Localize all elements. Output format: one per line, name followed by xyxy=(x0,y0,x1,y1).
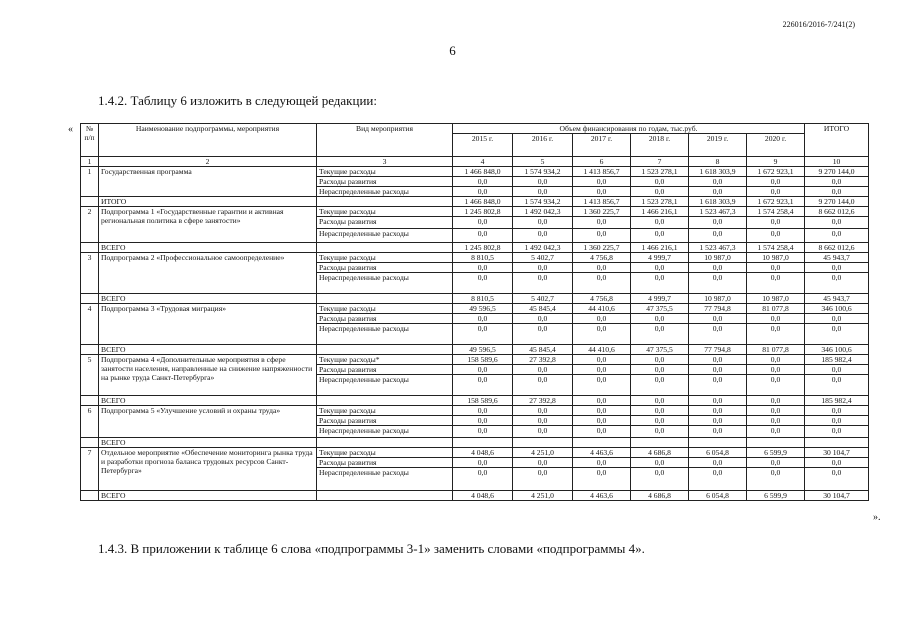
total-amount: 49 596,5 xyxy=(453,345,513,355)
total-spacer xyxy=(317,396,453,406)
amount-cell: 0,0 xyxy=(689,468,747,491)
total-label: ИТОГО xyxy=(99,197,317,207)
expense-kind: Нераспределенные расходы xyxy=(317,273,453,294)
amount-cell: 0,0 xyxy=(747,263,805,273)
amount-cell: 0,0 xyxy=(747,458,805,468)
amount-cell: 0,0 xyxy=(805,426,869,438)
amount-cell: 81 077,8 xyxy=(747,304,805,314)
amount-cell: 346 100,6 xyxy=(805,304,869,314)
column-number-row xyxy=(81,157,869,167)
total-spacer xyxy=(81,197,99,207)
amount-cell: 0,0 xyxy=(631,468,689,491)
total-amount: 185 982,4 xyxy=(805,396,869,406)
amount-cell: 10 987,0 xyxy=(689,253,747,263)
amount-cell: 4 251,0 xyxy=(513,448,573,458)
amount-cell: 0,0 xyxy=(453,416,513,426)
expense-kind: Расходы развития xyxy=(317,458,453,468)
header-year: 2018 г. xyxy=(631,134,689,157)
total-amount: 5 402,7 xyxy=(513,294,573,304)
amount-cell: 8 662 012,6 xyxy=(805,207,869,217)
funding-table xyxy=(80,123,869,501)
amount-cell: 27 392,8 xyxy=(513,355,573,365)
header-funding: Объем финансирования по годам, тыс.руб. xyxy=(453,124,805,134)
total-amount xyxy=(631,438,689,448)
column-number: 8 xyxy=(689,157,747,167)
amount-cell: 0,0 xyxy=(513,229,573,243)
amount-cell: 1 672 923,1 xyxy=(747,167,805,177)
expense-kind: Расходы развития xyxy=(317,263,453,273)
amount-cell: 0,0 xyxy=(453,458,513,468)
table-row xyxy=(81,448,869,458)
amount-cell: 0,0 xyxy=(689,365,747,375)
amount-cell: 0,0 xyxy=(747,324,805,345)
amount-cell: 0,0 xyxy=(573,365,631,375)
program-name: Подпрограмма 3 «Трудовая миграция» xyxy=(99,304,317,345)
column-number: 9 xyxy=(747,157,805,167)
amount-cell: 1 492 042,3 xyxy=(513,207,573,217)
amount-cell: 0,0 xyxy=(573,355,631,365)
amount-cell: 1 245 802,8 xyxy=(453,207,513,217)
header-year: 2020 г. xyxy=(747,134,805,157)
header-total: ИТОГО xyxy=(805,124,869,157)
amount-cell: 0,0 xyxy=(513,324,573,345)
amount-cell: 0,0 xyxy=(747,365,805,375)
total-amount xyxy=(747,438,805,448)
amount-cell: 47 375,5 xyxy=(631,304,689,314)
total-amount: 45 943,7 xyxy=(805,294,869,304)
total-amount: 0,0 xyxy=(631,396,689,406)
amount-cell: 0,0 xyxy=(573,468,631,491)
total-amount: 1 413 856,7 xyxy=(573,197,631,207)
expense-kind: Текущие расходы* xyxy=(317,355,453,365)
total-amount: 1 360 225,7 xyxy=(573,243,631,253)
amount-cell: 45 845,4 xyxy=(513,304,573,314)
table-row xyxy=(81,253,869,263)
amount-cell: 0,0 xyxy=(747,314,805,324)
amount-cell: 0,0 xyxy=(689,324,747,345)
page-number: 6 xyxy=(449,43,456,58)
amount-cell: 10 987,0 xyxy=(747,253,805,263)
total-amount: 1 466 216,1 xyxy=(631,243,689,253)
amount-cell: 0,0 xyxy=(689,314,747,324)
amount-cell: 0,0 xyxy=(573,217,631,229)
amount-cell: 0,0 xyxy=(747,426,805,438)
header-year: 2016 г. xyxy=(513,134,573,157)
total-amount xyxy=(689,438,747,448)
amount-cell: 0,0 xyxy=(573,314,631,324)
amount-cell: 0,0 xyxy=(689,273,747,294)
total-amount: 10 987,0 xyxy=(689,294,747,304)
table-row xyxy=(81,304,869,314)
total-amount: 4 999,7 xyxy=(631,294,689,304)
amount-cell: 9 270 144,0 xyxy=(805,167,869,177)
amount-cell: 0,0 xyxy=(453,426,513,438)
total-amount: 1 523 278,1 xyxy=(631,197,689,207)
amount-cell: 0,0 xyxy=(453,187,513,197)
amount-cell: 0,0 xyxy=(631,217,689,229)
amount-cell: 45 943,7 xyxy=(805,253,869,263)
total-amount: 6 054,8 xyxy=(689,491,747,501)
total-amount: 0,0 xyxy=(573,396,631,406)
amount-cell: 1 523 467,3 xyxy=(689,207,747,217)
amount-cell: 1 618 303,9 xyxy=(689,167,747,177)
total-spacer xyxy=(81,345,99,355)
total-amount xyxy=(573,438,631,448)
column-number: 10 xyxy=(805,157,869,167)
amount-cell: 0,0 xyxy=(805,468,869,491)
amount-cell: 5 402,7 xyxy=(513,253,573,263)
column-number: 7 xyxy=(631,157,689,167)
amount-cell: 0,0 xyxy=(453,177,513,187)
row-number: 7 xyxy=(81,448,99,491)
total-amount xyxy=(513,438,573,448)
expense-kind: Нераспределенные расходы xyxy=(317,375,453,396)
expense-kind: Нераспределенные расходы xyxy=(317,324,453,345)
amount-cell: 0,0 xyxy=(513,365,573,375)
total-amount: 1 523 467,3 xyxy=(689,243,747,253)
expense-kind: Нераспределенные расходы xyxy=(317,426,453,438)
amount-cell: 0,0 xyxy=(631,458,689,468)
total-amount: 0,0 xyxy=(747,396,805,406)
amount-cell: 0,0 xyxy=(513,314,573,324)
total-row xyxy=(81,396,869,406)
amount-cell: 0,0 xyxy=(689,263,747,273)
amount-cell: 0,0 xyxy=(631,273,689,294)
column-number: 4 xyxy=(453,157,513,167)
amount-cell: 0,0 xyxy=(513,263,573,273)
total-row xyxy=(81,438,869,448)
total-amount: 1 466 848,0 xyxy=(453,197,513,207)
expense-kind: Текущие расходы xyxy=(317,406,453,416)
amount-cell: 1 360 225,7 xyxy=(573,207,631,217)
total-amount: 8 662 012,6 xyxy=(805,243,869,253)
row-number: 1 xyxy=(81,167,99,197)
amount-cell: 0,0 xyxy=(573,324,631,345)
closing-paragraph: 1.4.3. В приложении к таблице 6 слова «подпрограммы 3-1» заменить словами «подпрограммы 4». xyxy=(98,541,645,556)
amount-cell: 1 574 258,4 xyxy=(747,207,805,217)
amount-cell: 0,0 xyxy=(631,263,689,273)
total-amount: 30 104,7 xyxy=(805,491,869,501)
amount-cell: 0,0 xyxy=(573,375,631,396)
program-name: Подпрограмма 4 «Дополнительные мероприятия в сфере занятости населения, направленные на снижение напряженности на рынке труда Санкт-Петербурга» xyxy=(99,355,317,396)
amount-cell: 0,0 xyxy=(689,355,747,365)
header-year: 2019 г. xyxy=(689,134,747,157)
amount-cell: 0,0 xyxy=(689,416,747,426)
intro-paragraph: 1.4.2. Таблицу 6 изложить в следующей редакции: xyxy=(98,93,377,108)
row-number: 6 xyxy=(81,406,99,438)
amount-cell: 4 048,6 xyxy=(453,448,513,458)
total-row xyxy=(81,345,869,355)
total-amount: 45 845,4 xyxy=(513,345,573,355)
total-spacer xyxy=(81,491,99,501)
expense-kind: Текущие расходы xyxy=(317,167,453,177)
total-amount: 346 100,6 xyxy=(805,345,869,355)
row-number: 2 xyxy=(81,207,99,243)
total-amount: 81 077,8 xyxy=(747,345,805,355)
table-row xyxy=(81,207,869,217)
column-number: 5 xyxy=(513,157,573,167)
total-label: ВСЕГО xyxy=(99,294,317,304)
amount-cell: 0,0 xyxy=(747,187,805,197)
expense-kind: Расходы развития xyxy=(317,314,453,324)
amount-cell: 0,0 xyxy=(689,177,747,187)
amount-cell: 0,0 xyxy=(573,458,631,468)
amount-cell: 0,0 xyxy=(805,324,869,345)
amount-cell: 49 596,5 xyxy=(453,304,513,314)
amount-cell: 4 756,8 xyxy=(573,253,631,263)
total-amount xyxy=(453,438,513,448)
amount-cell: 0,0 xyxy=(747,273,805,294)
expense-kind: Нераспределенные расходы xyxy=(317,468,453,491)
closing-quote: ». xyxy=(873,512,881,523)
amount-cell: 0,0 xyxy=(573,229,631,243)
total-label: ВСЕГО xyxy=(99,345,317,355)
total-amount: 9 270 144,0 xyxy=(805,197,869,207)
amount-cell: 158 589,6 xyxy=(453,355,513,365)
row-number: 3 xyxy=(81,253,99,294)
amount-cell: 0,0 xyxy=(805,416,869,426)
expense-kind: Расходы развития xyxy=(317,365,453,375)
header-kind: Вид мероприятия xyxy=(317,124,453,157)
amount-cell: 0,0 xyxy=(453,365,513,375)
total-amount: 1 574 934,2 xyxy=(513,197,573,207)
amount-cell: 0,0 xyxy=(513,187,573,197)
expense-kind: Текущие расходы xyxy=(317,207,453,217)
header-num: № п/п xyxy=(81,124,99,157)
amount-cell: 0,0 xyxy=(805,406,869,416)
amount-cell: 0,0 xyxy=(747,177,805,187)
amount-cell: 8 810,5 xyxy=(453,253,513,263)
total-amount: 1 574 258,4 xyxy=(747,243,805,253)
amount-cell: 0,0 xyxy=(805,263,869,273)
table-row xyxy=(81,167,869,177)
total-spacer xyxy=(81,438,99,448)
expense-kind: Расходы развития xyxy=(317,177,453,187)
amount-cell: 0,0 xyxy=(805,187,869,197)
amount-cell: 0,0 xyxy=(805,273,869,294)
header-name: Наименование подпрограммы, мероприятия xyxy=(99,124,317,157)
amount-cell: 0,0 xyxy=(689,406,747,416)
total-row xyxy=(81,243,869,253)
amount-cell: 0,0 xyxy=(573,263,631,273)
total-amount: 1 245 802,8 xyxy=(453,243,513,253)
expense-kind: Расходы развития xyxy=(317,416,453,426)
total-amount: 4 756,8 xyxy=(573,294,631,304)
amount-cell: 0,0 xyxy=(453,263,513,273)
amount-cell: 0,0 xyxy=(453,229,513,243)
amount-cell: 0,0 xyxy=(631,177,689,187)
column-number: 3 xyxy=(317,157,453,167)
amount-cell: 0,0 xyxy=(513,273,573,294)
amount-cell: 0,0 xyxy=(573,416,631,426)
column-number: 6 xyxy=(573,157,631,167)
total-amount xyxy=(805,438,869,448)
amount-cell: 0,0 xyxy=(689,458,747,468)
expense-kind: Текущие расходы xyxy=(317,448,453,458)
program-name: Подпрограмма 5 «Улучшение условий и охраны труда» xyxy=(99,406,317,438)
program-name: Подпрограмма 1 «Государственные гарантии и активная региональная политика в сфере занятости» xyxy=(99,207,317,243)
total-amount: 10 987,0 xyxy=(747,294,805,304)
amount-cell: 0,0 xyxy=(631,416,689,426)
amount-cell: 0,0 xyxy=(513,177,573,187)
expense-kind: Расходы развития xyxy=(317,217,453,229)
amount-cell: 30 104,7 xyxy=(805,448,869,458)
total-label: ВСЕГО xyxy=(99,396,317,406)
document-id: 226016/2016-7/241(2) xyxy=(782,20,855,29)
amount-cell: 77 794,8 xyxy=(689,304,747,314)
amount-cell: 1 466 216,1 xyxy=(631,207,689,217)
amount-cell: 4 999,7 xyxy=(631,253,689,263)
amount-cell: 0,0 xyxy=(689,187,747,197)
expense-kind: Текущие расходы xyxy=(317,253,453,263)
total-spacer xyxy=(317,438,453,448)
amount-cell: 0,0 xyxy=(453,324,513,345)
header-row xyxy=(81,124,869,134)
program-name: Государственная программа xyxy=(99,167,317,197)
amount-cell: 0,0 xyxy=(805,365,869,375)
total-amount: 8 810,5 xyxy=(453,294,513,304)
amount-cell: 0,0 xyxy=(747,406,805,416)
amount-cell: 0,0 xyxy=(453,375,513,396)
amount-cell: 0,0 xyxy=(453,468,513,491)
amount-cell: 1 413 856,7 xyxy=(573,167,631,177)
amount-cell: 0,0 xyxy=(513,375,573,396)
amount-cell: 0,0 xyxy=(689,375,747,396)
total-amount: 1 672 923,1 xyxy=(747,197,805,207)
total-amount: 77 794,8 xyxy=(689,345,747,355)
total-label: ВСЕГО xyxy=(99,491,317,501)
total-amount: 4 463,6 xyxy=(573,491,631,501)
table-row xyxy=(81,355,869,365)
total-spacer xyxy=(81,243,99,253)
total-spacer xyxy=(81,294,99,304)
total-row xyxy=(81,294,869,304)
amount-cell: 0,0 xyxy=(513,217,573,229)
total-amount: 4 048,6 xyxy=(453,491,513,501)
amount-cell: 0,0 xyxy=(747,217,805,229)
amount-cell: 0,0 xyxy=(689,426,747,438)
column-number: 1 xyxy=(81,157,99,167)
amount-cell: 0,0 xyxy=(573,406,631,416)
header-year: 2015 г. xyxy=(453,134,513,157)
amount-cell: 0,0 xyxy=(631,229,689,243)
amount-cell: 0,0 xyxy=(805,217,869,229)
amount-cell: 0,0 xyxy=(453,217,513,229)
amount-cell: 1 574 934,2 xyxy=(513,167,573,177)
amount-cell: 0,0 xyxy=(513,416,573,426)
amount-cell: 0,0 xyxy=(631,324,689,345)
total-amount: 47 375,5 xyxy=(631,345,689,355)
amount-cell: 0,0 xyxy=(689,217,747,229)
total-amount: 158 589,6 xyxy=(453,396,513,406)
amount-cell: 0,0 xyxy=(631,426,689,438)
total-row xyxy=(81,197,869,207)
amount-cell: 0,0 xyxy=(747,229,805,243)
amount-cell: 0,0 xyxy=(573,273,631,294)
amount-cell: 0,0 xyxy=(631,314,689,324)
total-amount: 6 599,9 xyxy=(747,491,805,501)
program-name: Отдельное мероприятие «Обеспечение мониторинга рынка труда и разработки прогноза баланса трудовых ресурсов Санкт-Петербурга» xyxy=(99,448,317,491)
total-spacer xyxy=(317,491,453,501)
amount-cell: 0,0 xyxy=(805,229,869,243)
table-row xyxy=(81,406,869,416)
expense-kind: Нераспределенные расходы xyxy=(317,229,453,243)
amount-cell: 6 054,8 xyxy=(689,448,747,458)
total-amount: 1 492 042,3 xyxy=(513,243,573,253)
expense-kind: Текущие расходы xyxy=(317,304,453,314)
amount-cell: 0,0 xyxy=(805,177,869,187)
column-number: 2 xyxy=(99,157,317,167)
amount-cell: 0,0 xyxy=(747,355,805,365)
amount-cell: 0,0 xyxy=(631,406,689,416)
total-spacer xyxy=(317,243,453,253)
table-body xyxy=(81,124,869,501)
total-amount: 4 251,0 xyxy=(513,491,573,501)
amount-cell: 6 599,9 xyxy=(747,448,805,458)
amount-cell: 0,0 xyxy=(453,406,513,416)
amount-cell: 0,0 xyxy=(747,416,805,426)
opening-quote: « xyxy=(68,124,73,135)
amount-cell: 0,0 xyxy=(747,468,805,491)
total-spacer xyxy=(81,396,99,406)
amount-cell: 0,0 xyxy=(805,314,869,324)
row-number: 4 xyxy=(81,304,99,345)
amount-cell: 0,0 xyxy=(805,458,869,468)
total-amount: 4 686,8 xyxy=(631,491,689,501)
amount-cell: 0,0 xyxy=(805,375,869,396)
amount-cell: 4 463,6 xyxy=(573,448,631,458)
amount-cell: 44 410,6 xyxy=(573,304,631,314)
amount-cell: 0,0 xyxy=(513,406,573,416)
header-year: 2017 г. xyxy=(573,134,631,157)
row-number: 5 xyxy=(81,355,99,396)
expense-kind: Нераспределенные расходы xyxy=(317,187,453,197)
total-amount: 44 410,6 xyxy=(573,345,631,355)
total-spacer xyxy=(317,197,453,207)
amount-cell: 0,0 xyxy=(573,187,631,197)
program-name: Подпрограмма 2 «Профессиональное самоопределение» xyxy=(99,253,317,294)
amount-cell: 4 686,8 xyxy=(631,448,689,458)
amount-cell: 1 523 278,1 xyxy=(631,167,689,177)
amount-cell: 185 982,4 xyxy=(805,355,869,365)
total-row xyxy=(81,491,869,501)
total-label: ВСЕГО xyxy=(99,438,317,448)
amount-cell: 0,0 xyxy=(573,177,631,187)
amount-cell: 1 466 848,0 xyxy=(453,167,513,177)
total-label: ВСЕГО xyxy=(99,243,317,253)
amount-cell: 0,0 xyxy=(513,468,573,491)
total-amount: 1 618 303,9 xyxy=(689,197,747,207)
amount-cell: 0,0 xyxy=(573,426,631,438)
total-spacer xyxy=(317,345,453,355)
amount-cell: 0,0 xyxy=(513,426,573,438)
amount-cell: 0,0 xyxy=(631,365,689,375)
amount-cell: 0,0 xyxy=(453,314,513,324)
amount-cell: 0,0 xyxy=(689,229,747,243)
total-amount: 0,0 xyxy=(689,396,747,406)
total-amount: 27 392,8 xyxy=(513,396,573,406)
amount-cell: 0,0 xyxy=(631,375,689,396)
amount-cell: 0,0 xyxy=(453,273,513,294)
amount-cell: 0,0 xyxy=(747,375,805,396)
amount-cell: 0,0 xyxy=(631,355,689,365)
amount-cell: 0,0 xyxy=(513,458,573,468)
amount-cell: 0,0 xyxy=(631,187,689,197)
total-spacer xyxy=(317,294,453,304)
